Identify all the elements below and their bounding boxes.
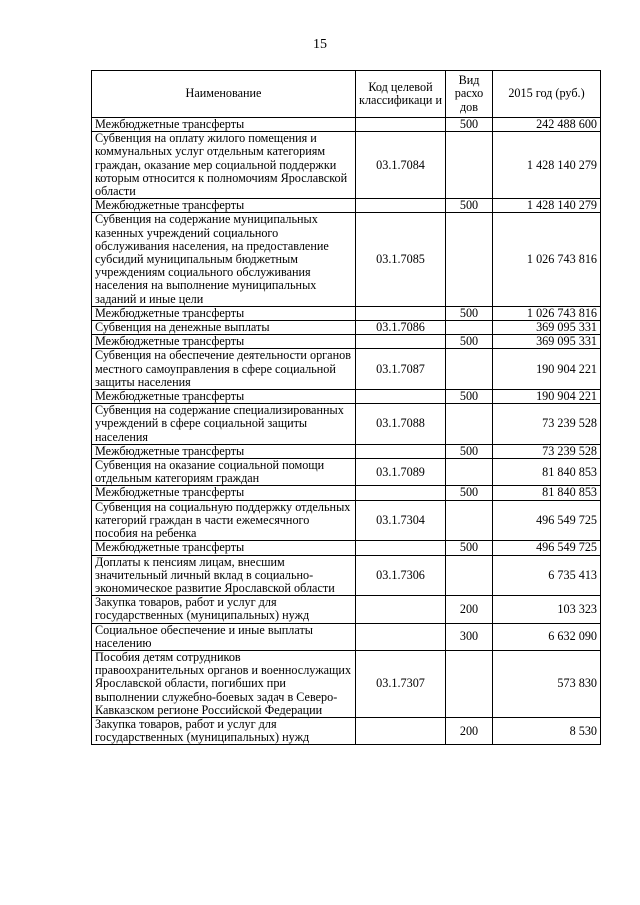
table-row	[92, 555, 601, 596]
row-amount: 242 488 600	[493, 118, 601, 132]
table-row	[92, 321, 601, 335]
row-vid	[446, 349, 493, 390]
row-vid	[446, 321, 493, 335]
row-name: Субвенция на оплату жилого помещения и коммунальных услуг отдельным категориям граждан, оказание мер социальной поддержки которым относится к полномочиям Ярославской области	[92, 132, 356, 199]
row-amount: 573 830	[493, 650, 601, 717]
row-amount: 190 904 221	[493, 390, 601, 404]
row-code	[356, 541, 446, 555]
row-code	[356, 486, 446, 500]
table-row	[92, 623, 601, 650]
row-code	[356, 444, 446, 458]
row-code: 03.1.7307	[356, 650, 446, 717]
row-vid: 200	[446, 596, 493, 623]
row-name: Субвенция на содержание специализированных учреждений в сфере социальной защиты населения	[92, 404, 356, 445]
table-row	[92, 306, 601, 320]
row-code	[356, 335, 446, 349]
budget-table	[91, 70, 601, 745]
row-amount: 1 428 140 279	[493, 132, 601, 199]
table-row	[92, 132, 601, 199]
table-row	[92, 404, 601, 445]
header-code: Код целевой классификаци и	[356, 71, 446, 118]
row-vid: 500	[446, 118, 493, 132]
row-vid	[446, 555, 493, 596]
row-amount: 1 026 743 816	[493, 213, 601, 306]
row-amount: 73 239 528	[493, 404, 601, 445]
row-code	[356, 390, 446, 404]
row-vid: 500	[446, 199, 493, 213]
row-amount: 103 323	[493, 596, 601, 623]
row-vid: 500	[446, 486, 493, 500]
row-amount: 1 428 140 279	[493, 199, 601, 213]
table-row	[92, 717, 601, 744]
row-code: 03.1.7084	[356, 132, 446, 199]
table-header-row	[92, 71, 601, 118]
row-name: Межбюджетные трансферты	[92, 541, 356, 555]
row-code	[356, 306, 446, 320]
row-amount: 190 904 221	[493, 349, 601, 390]
header-name: Наименование	[92, 71, 356, 118]
row-name: Закупка товаров, работ и услуг для государственных (муниципальных) нужд	[92, 596, 356, 623]
row-amount: 1 026 743 816	[493, 306, 601, 320]
row-name: Субвенция на социальную поддержку отдельных категорий граждан в части ежемесячного пособия на ребенка	[92, 500, 356, 541]
row-amount: 369 095 331	[493, 335, 601, 349]
row-name: Межбюджетные трансферты	[92, 486, 356, 500]
row-vid: 500	[446, 306, 493, 320]
page-number: 15	[313, 37, 327, 52]
row-vid	[446, 213, 493, 306]
row-name: Субвенция на денежные выплаты	[92, 321, 356, 335]
table-row	[92, 335, 601, 349]
table-row	[92, 650, 601, 717]
table-row	[92, 213, 601, 306]
row-name: Межбюджетные трансферты	[92, 118, 356, 132]
header-vid: Вид расхо дов	[446, 71, 493, 118]
row-vid: 200	[446, 717, 493, 744]
table-row	[92, 349, 601, 390]
row-vid	[446, 404, 493, 445]
row-amount: 6 632 090	[493, 623, 601, 650]
row-name: Социальное обеспечение и иные выплаты населению	[92, 623, 356, 650]
row-vid	[446, 500, 493, 541]
row-code	[356, 596, 446, 623]
row-amount: 81 840 853	[493, 459, 601, 486]
table-row	[92, 444, 601, 458]
row-code: 03.1.7306	[356, 555, 446, 596]
table-row	[92, 390, 601, 404]
row-name: Межбюджетные трансферты	[92, 444, 356, 458]
row-code	[356, 199, 446, 213]
row-vid: 500	[446, 444, 493, 458]
row-code: 03.1.7304	[356, 500, 446, 541]
row-code: 03.1.7085	[356, 213, 446, 306]
row-vid	[446, 650, 493, 717]
row-code: 03.1.7087	[356, 349, 446, 390]
row-amount: 81 840 853	[493, 486, 601, 500]
row-name: Субвенция на оказание социальной помощи отдельным категориям граждан	[92, 459, 356, 486]
row-name: Межбюджетные трансферты	[92, 335, 356, 349]
row-name: Закупка товаров, работ и услуг для государственных (муниципальных) нужд	[92, 717, 356, 744]
table-row	[92, 596, 601, 623]
row-code: 03.1.7086	[356, 321, 446, 335]
row-amount: 8 530	[493, 717, 601, 744]
row-name: Межбюджетные трансферты	[92, 199, 356, 213]
row-amount: 369 095 331	[493, 321, 601, 335]
row-vid: 500	[446, 541, 493, 555]
table-row	[92, 486, 601, 500]
row-amount: 73 239 528	[493, 444, 601, 458]
table-row	[92, 541, 601, 555]
row-code	[356, 717, 446, 744]
row-vid	[446, 459, 493, 486]
table-row	[92, 199, 601, 213]
table-body	[92, 118, 601, 745]
row-code	[356, 623, 446, 650]
row-code	[356, 118, 446, 132]
row-vid: 500	[446, 335, 493, 349]
row-name: Субвенция на обеспечение деятельности органов местного самоуправления в сфере социальной защиты населения	[92, 349, 356, 390]
row-vid: 300	[446, 623, 493, 650]
row-code: 03.1.7089	[356, 459, 446, 486]
row-name: Межбюджетные трансферты	[92, 390, 356, 404]
row-name: Субвенция на содержание муниципальных казенных учреждений социального обслуживания населения, на предоставление субсидий муниципальным бюджетным учреждениям социального обслуживания населения на выполнение муниципальных заданий и иные цели	[92, 213, 356, 306]
row-code: 03.1.7088	[356, 404, 446, 445]
row-name: Пособия детям сотрудников правоохранительных органов и военнослужащих Ярославской области, погибших при выполнении служебно-боевых задач в Северо-Кавказском регионе Российской Федерации	[92, 650, 356, 717]
header-year: 2015 год (руб.)	[493, 71, 601, 118]
row-amount: 496 549 725	[493, 500, 601, 541]
row-vid: 500	[446, 390, 493, 404]
row-name: Доплаты к пенсиям лицам, внесшим значительный личный вклад в социально-экономическое развитие Ярославской области	[92, 555, 356, 596]
row-amount: 6 735 413	[493, 555, 601, 596]
table-row	[92, 459, 601, 486]
table-row	[92, 118, 601, 132]
row-vid	[446, 132, 493, 199]
row-amount: 496 549 725	[493, 541, 601, 555]
row-name: Межбюджетные трансферты	[92, 306, 356, 320]
table-row	[92, 500, 601, 541]
